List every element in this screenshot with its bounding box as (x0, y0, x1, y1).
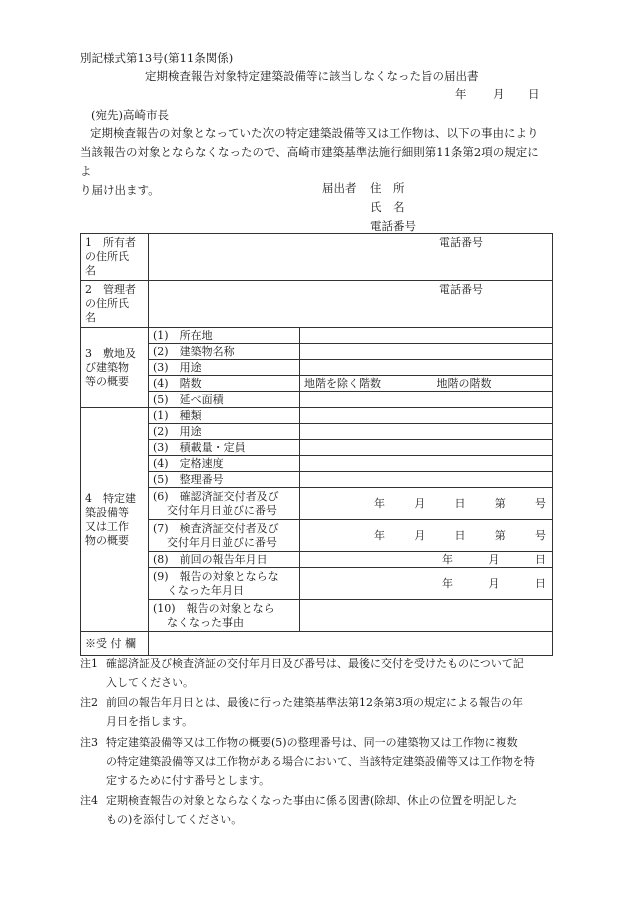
equip-item-capacity: (3) 積載量・定員 (149, 440, 300, 456)
addressee: (宛先)高崎市長 (91, 108, 169, 122)
inspection-cert-field[interactable]: 年 月 日 第 号 (300, 520, 553, 552)
equip-item-inspection-cert: (7) 検査済証交付者及び 交付年月日並びに番号 (149, 520, 300, 552)
confirmation-cert-field[interactable]: 年 月 日 第 号 (300, 488, 553, 520)
equip-item-use: (2) 用途 (149, 424, 300, 440)
intro-line: 当該報告の対象とならなくなったので、高崎市建築基準法施行細則第11条第2項の規定によ (80, 145, 539, 178)
equip-row-2 (81, 424, 553, 440)
floors-below-label: 地階の階数 (436, 376, 492, 390)
site-row-5 (81, 392, 553, 408)
equip-row-6 (81, 488, 553, 520)
owner-phone-label: 電話番号 (439, 236, 483, 249)
applicant-phone-label: 電話番号 (370, 219, 416, 233)
floors-above-label: 地階を除く階数 (304, 376, 381, 390)
equip-type-field[interactable] (300, 408, 553, 424)
manager-phone-label: 電話番号 (439, 283, 483, 296)
previous-report-date-field[interactable]: 年 月 日 (300, 552, 553, 568)
note-2: 注2 前回の報告年月日とは、最後に行った建築基準法第12条第3項の規定による報告の年 月日を指します。 (80, 696, 523, 728)
site-item-use: (3) 用途 (149, 360, 300, 376)
equip-capacity-field[interactable] (300, 440, 553, 456)
site-floors-field[interactable] (300, 376, 553, 392)
applicant-address-label: 住 所 (370, 181, 405, 195)
site-label: 3 敷地及 び建築物 等の概要 (81, 328, 149, 408)
site-floor-area-field[interactable] (300, 392, 553, 408)
equip-item-ineligible-reason: (10) 報告の対象となら なくなった事由 (149, 600, 300, 632)
note-3: 注3 特定建築設備等又は工作物の概要(5)の整理番号は、同一の建築物又は工作物に複数 の特定建築設備等又は工作物がある場合において、当該特定建築設備等又は工作物を特 定するために付す番号とします。 (80, 736, 535, 787)
form-id: 別記様式第13号(第11条関係) (80, 51, 234, 65)
site-building-name-field[interactable] (300, 344, 553, 360)
equip-row-7 (81, 520, 553, 552)
equip-item-rated-speed: (4) 定格速度 (149, 456, 300, 472)
equip-rated-speed-field[interactable] (300, 456, 553, 472)
owner-row (81, 234, 553, 281)
site-row-1 (81, 328, 553, 344)
equipment-label: 4 特定建 築設備等 又は工作 物の概要 (81, 408, 149, 632)
ineligible-reason-field[interactable] (300, 600, 553, 632)
note-1: 注1 確認済証及び検査済証の交付年月日及び番号は、最後に交付を受けたものについて記 入してください。 (80, 657, 524, 689)
owner-field[interactable] (149, 234, 553, 281)
manager-row (81, 281, 553, 328)
site-use-field[interactable] (300, 360, 553, 376)
site-item-building-name: (2) 建築物名称 (149, 344, 300, 360)
site-row-2 (81, 344, 553, 360)
equip-row-8 (81, 552, 553, 568)
site-location-field[interactable] (300, 328, 553, 344)
equip-row-10 (81, 600, 553, 632)
site-row-4 (81, 376, 553, 392)
intro-line: 定期検査報告の対象となっていた次の特定建築設備等又は工作物は、以下の事由により (90, 126, 539, 140)
site-row-3 (81, 360, 553, 376)
form-table (80, 233, 553, 656)
equip-item-confirmation-cert: (6) 確認済証交付者及び 交付年月日並びに番号 (149, 488, 300, 520)
equip-row-4 (81, 456, 553, 472)
site-item-location: (1) 所在地 (149, 328, 300, 344)
date-month-label: 月 (493, 87, 505, 101)
form-title: 定期検査報告対象特定建築設備等に該当しなくなった旨の届出書 (145, 69, 479, 83)
equip-row-3 (81, 440, 553, 456)
reception-label: ※受 付 欄 (81, 632, 149, 656)
equip-use-field[interactable] (300, 424, 553, 440)
intro-paragraph (80, 124, 550, 200)
date-day-label: 日 (528, 87, 540, 101)
reception-row (81, 632, 553, 656)
equip-row-1 (81, 408, 553, 424)
equip-serial-number-field[interactable] (300, 472, 553, 488)
equip-item-serial-number: (5) 整理番号 (149, 472, 300, 488)
equip-item-ineligible-date: (9) 報告の対象とならな くなった年月日 (149, 568, 300, 600)
equip-item-previous-report: (8) 前回の報告年月日 (149, 552, 300, 568)
intro-line: り届け出ます。 (80, 183, 160, 197)
applicant-name-label: 氏 名 (370, 200, 405, 214)
site-item-floors: (4) 階数 (149, 376, 300, 392)
owner-label: 1 所有者 の住所氏 名 (81, 234, 149, 281)
date-year-label: 年 (455, 87, 467, 101)
equip-item-type: (1) 種類 (149, 408, 300, 424)
site-item-floor-area: (5) 延べ面積 (149, 392, 300, 408)
applicant-role: 届出者 (322, 181, 357, 195)
manager-label: 2 管理者 の住所氏 名 (81, 281, 149, 328)
ineligible-date-field[interactable]: 年 月 日 (300, 568, 553, 600)
manager-field[interactable] (149, 281, 553, 328)
note-4: 注4 定期検査報告の対象とならなくなった事由に係る図書(除却、休止の位置を明記した もの)を添付してください。 (80, 794, 518, 826)
equip-row-5 (81, 472, 553, 488)
reception-field (149, 632, 553, 656)
equip-row-9 (81, 568, 553, 600)
